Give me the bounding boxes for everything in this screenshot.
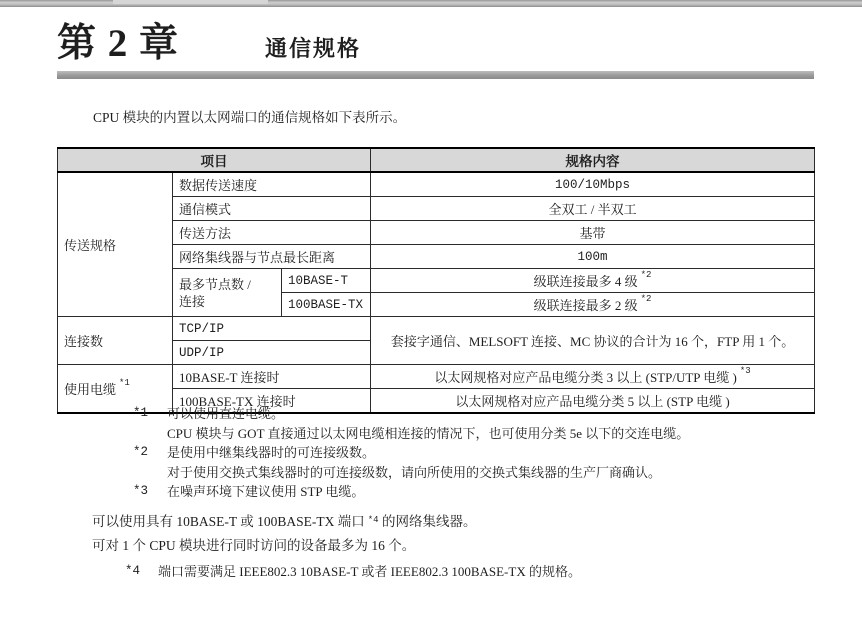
spec-data-rate: 100/10Mbps <box>371 172 815 197</box>
col-header-item: 项目 <box>58 148 371 172</box>
chapter-number: 第 2 章 <box>57 22 180 65</box>
footnote-2 <box>133 443 689 482</box>
item-cable-100base-tx: 100BASE-TX 连接时 <box>173 389 371 414</box>
footnote-4 <box>125 560 581 584</box>
item-10base-t: 10BASE-T <box>282 269 371 293</box>
footnote-1-line-1: 可以使用直连电缆。 <box>167 406 285 421</box>
footnote-ref-2: *2 <box>640 294 652 304</box>
intro-text: CPU 模块的内置以太网端口的通信规格如下表所示。 <box>93 110 407 125</box>
item-cable-10base-t: 10BASE-T 连接时 <box>173 365 371 389</box>
window-top-bar-segment <box>113 0 268 4</box>
table-header-row <box>58 148 815 172</box>
closing-paragraph <box>92 510 581 584</box>
footnote-2-line-1: 是使用中继集线器时的可连接级数。 <box>167 445 376 461</box>
item-udp-ip: UDP/IP <box>173 341 371 365</box>
footnote-2-body <box>167 443 661 482</box>
table-row <box>58 317 815 341</box>
footnote-4-marker: *4 <box>125 564 141 578</box>
spec-method: 基带 <box>371 221 815 245</box>
footnote-3 <box>133 482 689 502</box>
spec-cable-10base-t <box>371 365 815 389</box>
group-label-connections: 连接数 <box>58 317 173 365</box>
item-data-rate: 数据传送速度 <box>173 172 371 197</box>
spec-10base-t <box>371 269 815 293</box>
group-label-cable-text: 使用电缆 <box>64 382 117 397</box>
footnote-4-text: 端口需要满足 IEEE802.3 10BASE-T 或者 IEEE802.3 100BASE-TX 的规格。 <box>158 564 581 579</box>
closing-line-1-pre: 可以使用具有 10BASE-T 或 100BASE-TX 端口 <box>92 514 365 529</box>
footnote-1-body <box>167 404 689 443</box>
footnote-ref-3: *3 <box>739 366 751 376</box>
spec-100base-tx-text: 级联连接最多 2 级 <box>533 298 638 313</box>
footnotes <box>133 404 689 502</box>
closing-line-1 <box>92 510 581 534</box>
footnote-3-marker: *3 <box>133 484 149 499</box>
spec-max-distance: 100m <box>371 245 815 269</box>
footnote-2-marker: *2 <box>133 445 149 460</box>
spec-cable-10base-t-text: 以太网规格对应产品电缆分类 3 以上 (STP/UTP 电缆 ) <box>434 370 737 385</box>
footnote-3-body <box>167 482 364 502</box>
window-top-bar <box>0 0 862 7</box>
item-comm-mode: 通信模式 <box>173 197 371 221</box>
closing-line-2: 可对 1 个 CPU 模块进行同时访问的设备最多为 16 个。 <box>92 537 416 553</box>
footnote-1-marker: *1 <box>133 406 149 420</box>
footnote-ref-1: *1 <box>119 378 130 388</box>
item-max-nodes-line1: 最多节点数 / <box>179 276 251 292</box>
footnote-2-line-2: 对于使用交换式集线器时的可连接级数，请向所使用的交换式集线器的生产厂商确认。 <box>167 464 662 480</box>
spec-10base-t-text: 级联连接最多 4 级 <box>533 274 638 289</box>
spec-connections: 套接字通信、MELSOFT 连接、MC 协议的合计为 16 个，FTP 用 1 个。 <box>371 317 815 365</box>
item-100base-tx: 100BASE-TX <box>282 293 371 317</box>
footnote-1 <box>133 404 689 443</box>
closing-line-1-post: 的网络集线器。 <box>378 514 477 529</box>
item-tcp-ip: TCP/IP <box>173 317 371 341</box>
spec-100base-tx <box>371 293 815 317</box>
chapter-title: 通信规格 <box>265 36 362 61</box>
item-max-nodes <box>173 269 282 317</box>
table-row <box>58 172 815 197</box>
item-method: 传送方法 <box>173 221 371 245</box>
spec-table <box>57 147 815 414</box>
footnote-1-line-2: CPU 模块与 GOT 直接通过以太网电缆相连接的情况下，也可使用分类 5e 以下的交连电缆。 <box>167 425 690 441</box>
col-header-spec: 规格内容 <box>371 148 815 172</box>
spec-comm-mode: 全双工 / 半双工 <box>371 197 815 221</box>
chapter-title-rule <box>57 71 814 79</box>
footnote-ref-2: *2 <box>640 270 652 280</box>
table-row <box>58 365 815 389</box>
item-max-nodes-line2: 连接 <box>179 293 206 309</box>
chapter-heading <box>57 24 361 65</box>
spec-cable-100base-tx: 以太网规格对应产品电缆分类 5 以上 (STP 电缆 ) <box>371 389 815 414</box>
group-label-transmission: 传送规格 <box>58 172 173 317</box>
item-max-distance: 网络集线器与节点最长距离 <box>173 245 371 269</box>
footnote-3-line-1: 在噪声环境下建议使用 STP 电缆。 <box>167 484 365 500</box>
footnote-ref-4: *4 <box>367 515 379 525</box>
